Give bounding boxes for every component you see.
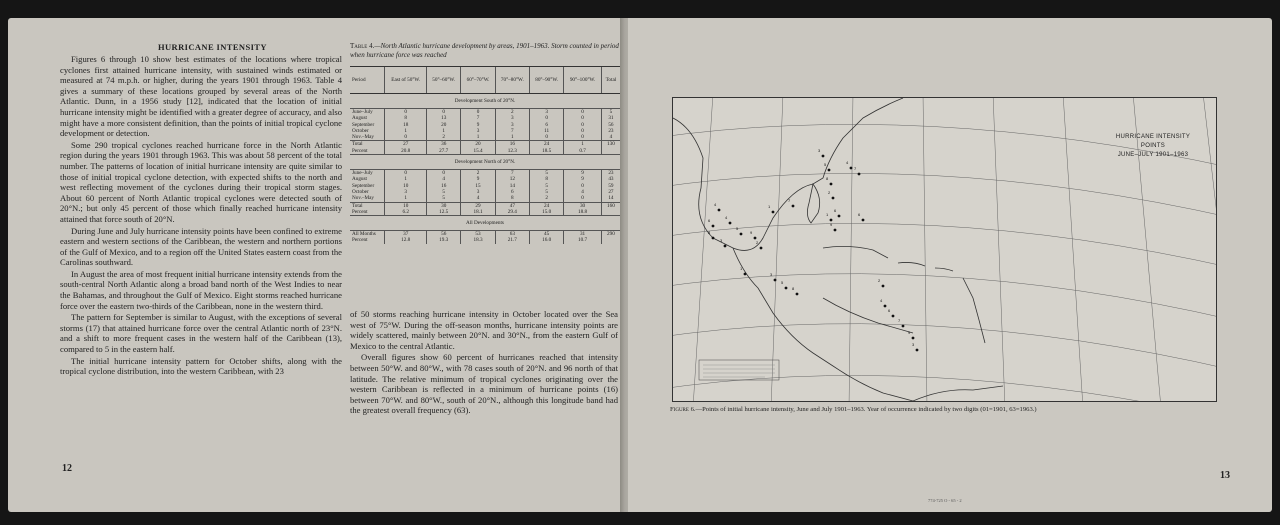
- table-cell: 3: [495, 122, 529, 128]
- table-cell: 0: [385, 134, 427, 141]
- table-cell: 0: [564, 109, 602, 116]
- svg-text:8: 8: [792, 286, 795, 291]
- paragraph: Some 290 tropical cyclones reached hurricane force in the North Atlantic region during the years 1901 through 1963. This was about 58 percent of the total number. The patterns of location of initial hurricane intensity are quite similar to those of initial tropical cyclone detection, with expected shifts to the north and west reflecting movement of the cyclones during their tropical storm stages. About 60 percent of North Atlantic tropical cyclones were detected south of 20°N.; but only 45 percent of those which finally reached hurricane intensity attained that force south of 20°N.: [60, 139, 342, 224]
- svg-text:4: 4: [846, 160, 849, 165]
- table-cell: September: [352, 182, 375, 189]
- svg-text:5: 5: [781, 280, 784, 285]
- footer-code: 774-725 O - 65 - 2: [928, 498, 962, 503]
- table-cell: 290: [601, 231, 620, 238]
- table-cell: 130: [601, 141, 620, 148]
- table-cell: 14: [495, 183, 529, 189]
- table-cell: Total: [350, 141, 385, 148]
- hurricane-development-table: [350, 66, 620, 244]
- hurricane-point: [846, 160, 852, 169]
- table-cell: 29: [461, 202, 495, 209]
- svg-text:4: 4: [714, 202, 717, 207]
- hurricane-point: [888, 308, 894, 317]
- svg-text:6: 6: [834, 208, 837, 213]
- table-cell: 8: [385, 115, 427, 121]
- paragraph: In August the area of most frequent initial hurricane intensity extends from the south-central North Atlantic along a broad band north of the West Indies to near the Bahamas, and throughout the Gulf of Mexico. Eight storms reached hurricane force over the eastern two-thirds of the Caribbean, none in the western third.: [60, 268, 342, 311]
- svg-text:8: 8: [826, 176, 829, 181]
- table-cell: August: [352, 115, 367, 122]
- table-cell: 1: [385, 176, 427, 182]
- table-cell: 1: [495, 134, 529, 141]
- hurricane-point: [880, 298, 886, 307]
- page-number-right: 13: [1220, 470, 1230, 481]
- table-cell: 15.4: [461, 148, 495, 155]
- svg-text:6: 6: [858, 212, 861, 217]
- table-row: [350, 209, 620, 216]
- table-cell: 23: [601, 128, 620, 134]
- table-cell: 19.3: [427, 237, 461, 243]
- table-cell: 18: [385, 122, 427, 128]
- table-caption: [350, 42, 620, 59]
- table-cell: 16.0: [529, 237, 563, 243]
- svg-text:9: 9: [750, 230, 753, 235]
- hurricane-point: [858, 212, 864, 221]
- hurricane-point: [740, 266, 746, 275]
- table-cell: 7: [461, 115, 495, 121]
- table-cell: 20.8: [385, 148, 427, 155]
- table-cell: Percent: [352, 208, 368, 215]
- table-column-header: East of 50°W.: [385, 67, 427, 94]
- table-cell: June–July: [352, 109, 373, 115]
- table-row: [350, 231, 620, 238]
- hurricane-point: [834, 208, 840, 217]
- table-cell: 56: [601, 122, 620, 128]
- table-cell: 4: [564, 189, 602, 195]
- table-caption-text: —North Atlantic hurricane development by areas, 1901–1963. Storm counted in period when hurricane force was reached: [350, 42, 619, 59]
- table-cell: 18.8: [564, 209, 602, 216]
- hurricane-point: [854, 166, 860, 175]
- table-cell: 6: [529, 122, 563, 128]
- table-row: [350, 148, 620, 155]
- table-cell: 5: [427, 195, 461, 202]
- svg-text:3: 3: [912, 342, 915, 347]
- hurricane-point: [788, 198, 794, 207]
- table-section-row: [350, 216, 620, 231]
- table-caption-label: Table 4.: [350, 42, 375, 50]
- hurricane-point: [818, 148, 824, 157]
- table-row: [350, 141, 620, 148]
- svg-text:5: 5: [824, 162, 827, 167]
- table-cell: 0: [427, 170, 461, 177]
- legend-line-1: HURRICANE INTENSITY: [1115, 134, 1191, 140]
- table-cell: 0: [564, 128, 602, 134]
- table-cell: Nov.–May: [352, 195, 374, 202]
- table-cell: September: [352, 121, 375, 128]
- table-cell: 23: [601, 170, 620, 177]
- right-page: [628, 18, 1272, 512]
- page-number-left: 12: [62, 463, 72, 474]
- paragraph: Overall figures show 60 percent of hurricanes reached that intensity between 50°W. and 80°W., with 78 cases south of 20°N. and 96 north of that latitude. The relative minimum of tropical cyclones originating over the western Caribbean is reflected in a minimum of hurricane points (16) between 70°W. and 80°W., south of 20°N., although this longitude band had the greatest overall frequency (63).: [350, 352, 618, 416]
- table-row: [350, 195, 620, 202]
- hurricane-point: [908, 330, 914, 339]
- table-cell: 0: [529, 115, 563, 121]
- table-cell: 2: [529, 195, 563, 202]
- table-cell: 4: [601, 134, 620, 141]
- hurricane-point: [756, 240, 762, 249]
- hurricane-point: [781, 280, 787, 289]
- table-cell: 18.1: [461, 209, 495, 216]
- hurricane-point: [878, 278, 884, 287]
- table-cell: 0: [385, 109, 427, 116]
- hurricane-point: [714, 202, 720, 211]
- table-cell: 0: [564, 122, 602, 128]
- hurricane-point: [826, 212, 832, 221]
- table-cell: 21.7: [495, 237, 529, 243]
- table-cell: 5: [427, 189, 461, 195]
- table-cell: [601, 209, 620, 216]
- table-row: [350, 202, 620, 209]
- table-cell: 6.2: [385, 209, 427, 216]
- table-cell: 9: [461, 122, 495, 128]
- table-cell: 0: [564, 134, 602, 141]
- hurricane-point: [770, 272, 776, 281]
- table-cell: 18.5: [529, 148, 563, 155]
- table-column-header: Total: [601, 67, 620, 94]
- table-cell: 12.3: [495, 148, 529, 155]
- table-column-header: 70°–80°W.: [495, 67, 529, 94]
- table-cell: 1: [564, 141, 602, 148]
- hurricane-point: [768, 204, 774, 213]
- svg-text:6: 6: [888, 308, 891, 313]
- table-cell: 5: [601, 109, 620, 116]
- paragraph: The initial hurricane intensity pattern for October shifts, along with the tropical cyclone distribution, into the western Caribbean, with 23: [60, 355, 342, 377]
- table-cell: 37: [385, 231, 427, 238]
- table-cell: 12.8: [385, 237, 427, 243]
- table-cell: 3: [385, 189, 427, 195]
- hurricane-point: [912, 342, 918, 351]
- table-cell: Total: [350, 202, 385, 209]
- table-cell: 63: [495, 231, 529, 238]
- paragraph: During June and July hurricane intensity points have been confined to extreme eastern and western sections of the Caribbean, the western and northern portions of the Gulf of Mexico, and to a region off the United States eastern coast from the Carolinas southward.: [60, 225, 342, 268]
- table-cell: Percent: [352, 237, 368, 244]
- table-cell: 24: [529, 202, 563, 209]
- left-page: [8, 18, 624, 512]
- hurricane-point: [736, 226, 742, 235]
- table-column-header: 60°–70°W.: [461, 67, 495, 94]
- table-cell: 9: [564, 170, 602, 177]
- svg-text:2: 2: [878, 278, 881, 283]
- table-row: [350, 237, 620, 243]
- table-cell: 10: [385, 183, 427, 189]
- table-cell: 160: [601, 202, 620, 209]
- table-cell: 0: [564, 183, 602, 189]
- svg-text:4: 4: [880, 298, 883, 303]
- figure-caption-text: —Points of initial hurricane intensity, June and July 1901–1963. Year of occurrence indicated by two digits (01=1901, 63=1963.): [695, 406, 1037, 413]
- table-cell: June–July: [352, 170, 373, 177]
- paragraph: Figures 6 through 10 show best estimates of the locations where tropical cyclones first attained hurricane intensity, with sustained winds estimated or measured at 74 m.p.h. or higher, during the years 1901 through 1963. Table 4 gives a summary of these locations grouped by several areas of the North Atlantic. Dunn, in a 1956 study [12], indicated that the location of initial hurricane intensity might be identified with a greater degree of accuracy, and also might have a more consistent definition, than the points of initial tropical cyclone development or detection.: [60, 54, 342, 139]
- table-cell: 3: [461, 128, 495, 134]
- table-cell: 15: [461, 183, 495, 189]
- svg-text:4: 4: [725, 215, 728, 220]
- table-cell: 27: [601, 189, 620, 195]
- table-cell: 1: [427, 128, 461, 134]
- graticule: [673, 98, 1216, 401]
- paragraph: The pattern for September is similar to August, with the exceptions of several storms (17) that attained hurricane force over the central Atlantic north of 23°N. and a shift to more frequent cases in the western half of the Caribbean (13), compared to 5 in the eastern half.: [60, 312, 342, 355]
- table-cell: 0: [461, 109, 495, 116]
- table-cell: 15.0: [529, 209, 563, 216]
- hurricane-point: [750, 230, 756, 239]
- svg-text:7: 7: [788, 198, 791, 203]
- svg-text:2: 2: [828, 190, 831, 195]
- table-cell: August: [352, 176, 367, 183]
- table-cell: 0: [529, 134, 563, 141]
- table-cell: 27.7: [427, 148, 461, 155]
- svg-text:7: 7: [854, 166, 857, 171]
- table-cell: 5: [529, 170, 563, 177]
- table-cell: 5: [529, 189, 563, 195]
- table-cell: 3: [529, 109, 563, 116]
- table-cell: Nov.–May: [352, 134, 374, 141]
- table-cell: 5: [529, 183, 563, 189]
- table-cell: October: [352, 188, 369, 195]
- table-cell: October: [352, 127, 369, 134]
- table-cell: 12.5: [427, 209, 461, 216]
- table-cell: 1: [385, 128, 427, 134]
- table-cell: Percent: [352, 147, 368, 154]
- table-cell: 10.7: [564, 237, 602, 243]
- table-cell: 56: [427, 231, 461, 238]
- table-cell: 10: [385, 202, 427, 209]
- table-cell: 11: [529, 128, 563, 134]
- table-cell: 31: [601, 115, 620, 121]
- table-cell: 1: [461, 134, 495, 141]
- table-cell: 0: [564, 115, 602, 121]
- table-cell: 2: [427, 134, 461, 141]
- svg-text:3: 3: [818, 148, 821, 153]
- table-cell: 24: [529, 141, 563, 148]
- svg-text:1: 1: [768, 204, 771, 209]
- table-cell: 2: [495, 109, 529, 116]
- text-column-1: [60, 54, 342, 378]
- svg-text:9: 9: [830, 222, 833, 227]
- legend-line-2: POINTS: [1140, 143, 1166, 149]
- table-cell: 13: [427, 115, 461, 121]
- svg-text:9: 9: [908, 330, 911, 335]
- map-credit-lines: [703, 365, 775, 377]
- figure-caption: [670, 406, 1230, 414]
- table-cell: All Months: [350, 231, 385, 238]
- table-section-title: Development North of 20°N.: [350, 155, 620, 170]
- table-cell: 0: [564, 195, 602, 202]
- paragraph: of 50 storms reaching hurricane intensity in October located over the Sea west of 75°W. During the off-season months, hurricane intensity points are widely scattered, mainly between 20°N. and 30°N., from the eastern Gulf of Mexico to the central Atlantic.: [350, 309, 618, 351]
- hurricane-point: [826, 176, 832, 185]
- text-column-2: [350, 309, 618, 417]
- svg-text:5: 5: [736, 226, 739, 231]
- svg-text:1: 1: [740, 266, 743, 271]
- table-column-header: 90°–100°W.: [564, 67, 602, 94]
- table-cell: 8: [495, 195, 529, 202]
- table-cell: 7: [495, 170, 529, 177]
- table-section-title: Development South of 20°N.: [350, 94, 620, 109]
- table-cell: 0: [427, 109, 461, 116]
- svg-text:3: 3: [720, 238, 723, 243]
- table-cell: 12: [495, 176, 529, 182]
- coastlines: [673, 98, 1003, 401]
- hurricane-point: [708, 230, 714, 239]
- table-cell: 8: [529, 176, 563, 182]
- table-cell: 16: [427, 183, 461, 189]
- hurricane-points-map: [672, 97, 1217, 402]
- table-cell: 45: [529, 231, 563, 238]
- map-legend: [1116, 134, 1190, 158]
- table-row: [350, 109, 620, 116]
- table-cell: 20: [461, 141, 495, 148]
- hurricane-point: [725, 215, 731, 224]
- table-section-row: [350, 155, 620, 170]
- table-cell: 29.4: [495, 209, 529, 216]
- svg-text:3: 3: [770, 272, 773, 277]
- hurricane-point: [792, 286, 798, 295]
- table-cell: [601, 148, 620, 155]
- table-cell: 7: [495, 128, 529, 134]
- table-cell: 47: [495, 202, 529, 209]
- table-cell: 0.7: [564, 148, 602, 155]
- table-column-header: 80°–90°W.: [529, 67, 563, 94]
- table-column-header: Period: [350, 67, 385, 94]
- svg-text:1: 1: [826, 212, 829, 217]
- table-cell: 1: [385, 195, 427, 202]
- table-cell: [601, 237, 620, 243]
- section-heading: HURRICANE INTENSITY: [158, 42, 267, 52]
- table-cell: 3: [461, 189, 495, 195]
- hurricane-point: [708, 218, 714, 227]
- figure-caption-label: Figure 6.: [670, 406, 696, 413]
- table-section-row: [350, 94, 620, 109]
- table-cell: 9: [564, 176, 602, 182]
- table-cell: 31: [564, 231, 602, 238]
- table-cell: 27: [385, 141, 427, 148]
- table-cell: 59: [601, 183, 620, 189]
- table-column-header: 50°–60°W.: [427, 67, 461, 94]
- legend-line-3: JUNE–JULY 1901–1963: [1117, 152, 1189, 158]
- svg-text:7: 7: [898, 318, 901, 323]
- hurricane-point: [828, 190, 834, 199]
- table-cell: 2: [461, 170, 495, 177]
- svg-text:2: 2: [756, 240, 759, 245]
- table-cell: 36: [427, 141, 461, 148]
- table-cell: 16: [495, 141, 529, 148]
- table-cell: 6: [495, 189, 529, 195]
- svg-text:8: 8: [708, 230, 711, 235]
- table-row: [350, 170, 620, 177]
- table-section-title: All Developments: [350, 216, 620, 231]
- svg-text:6: 6: [708, 218, 711, 223]
- hurricane-point: [898, 318, 904, 327]
- table-cell: 53: [461, 231, 495, 238]
- map-graphic: [673, 98, 1216, 401]
- table-cell: 43: [601, 176, 620, 182]
- table-cell: 4: [461, 195, 495, 202]
- table-row: [350, 134, 620, 141]
- table-cell: 20: [427, 122, 461, 128]
- table-cell: 30: [427, 202, 461, 209]
- table-cell: 30: [564, 202, 602, 209]
- table-cell: 14: [601, 195, 620, 202]
- table-cell: 9: [461, 176, 495, 182]
- table-cell: 3: [495, 115, 529, 121]
- table-cell: 18.3: [461, 237, 495, 243]
- table-cell: 4: [427, 176, 461, 182]
- table-cell: 0: [385, 170, 427, 177]
